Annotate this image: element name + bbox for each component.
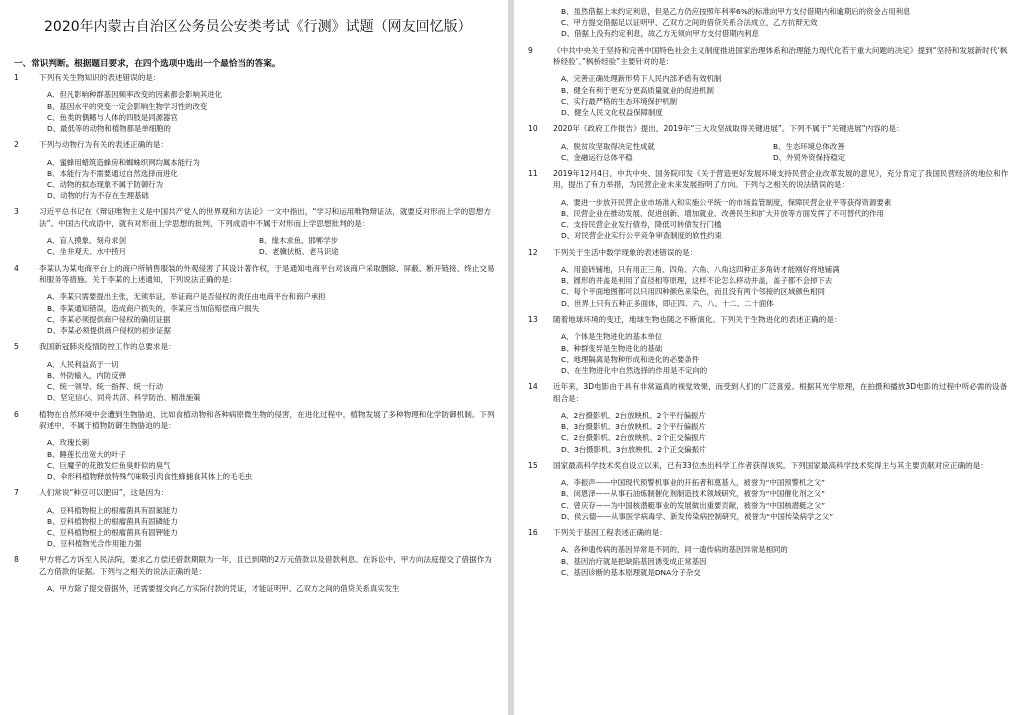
question-number: 1 <box>14 73 19 82</box>
option-item: D、健全人民文化权益保障制度 <box>561 108 663 118</box>
option-item: B、种群变异是生物进化的基础 <box>561 343 663 353</box>
question-stem: 《中共中央关于坚持和完善中国特色社会主义制度推进国家治理体系和治理能力现代化若干重大问题的决定》提到“坚持和发展新时代‘枫桥经验’。”枫桥经验”主要针对的是： <box>553 45 1008 67</box>
option-list <box>561 477 1014 522</box>
option-item: D、豆科植物光合作用能力强 <box>47 539 142 549</box>
question-stem: 下列关于基因工程表述正确的是： <box>553 527 667 537</box>
option-item: D、动物的行为不存在生理基础 <box>47 191 149 201</box>
option-item: D、侯云德——从事医学病毒学、新发传染病控制研究，被誉为“中国传染病学之父” <box>561 511 834 521</box>
question-number: 16 <box>528 527 538 537</box>
option-item: B、闵恩泽——从事石油炼制催化剂制造技术领域研究，被誉为“中国催化剂之父” <box>561 489 826 499</box>
option-list <box>561 141 1014 163</box>
page-right <box>514 0 1024 715</box>
question-number: 14 <box>528 382 538 392</box>
option-list <box>47 157 496 202</box>
option-item: C、每个平面地图都可以只用四种颜色来染色，而且没有两个邻接的区域颜色相同 <box>561 287 825 297</box>
option-item: B、睡莲长出宽大的叶子 <box>47 449 126 459</box>
option-item: B、缘木求鱼、邯郸学步 <box>259 236 338 246</box>
question-item <box>528 168 1014 191</box>
option-item: D、老骥伏枥、老马识途 <box>259 247 339 257</box>
option-item: C、实行最严格的生态环境保护机制 <box>561 96 678 106</box>
question-item <box>14 341 496 352</box>
option-item: C、曾庆存——为中国核潜艇事业的发展做出重要贡献，被誉为“中国核潜艇之父” <box>561 500 826 510</box>
option-item: D、李某必须提供商户侵权的初步证据 <box>47 326 171 336</box>
option-list <box>561 73 1014 118</box>
option-item: A、蜜蜂用蜡筑造蜂房和蜘蛛织网均属本能行为 <box>47 157 200 167</box>
option-list <box>47 89 496 134</box>
option-item: C、基因诊断的基本原理就是DNA分子杂交 <box>561 567 701 577</box>
option-list <box>47 437 496 482</box>
question-stem: 国家最高科学技术奖自设立以来，已有33位杰出科学工作者获得该奖。下列国家最高科学技术奖得主与其主要贡献对应正确的是： <box>553 460 988 470</box>
option-item: A、各种遗传病的基因异常是不同的，同一遗传病的基因异常是相同的 <box>561 545 788 555</box>
option-item: B、基因水平的突变一定会影响生物学习性的改变 <box>47 101 208 111</box>
question-stem: 我国新冠肺炎疫情防控工作的总要求是： <box>39 342 176 352</box>
option-item: A、完善正确处理新形势下人民内部矛盾有效机制 <box>561 74 722 84</box>
question-item <box>528 247 1014 258</box>
question-number: 5 <box>14 342 19 352</box>
question-stem: 近年来，3D电影由于具有非常逼真的视觉效果，而受到人们的广泛喜爱。根据其光学原理，在拍摄和播放3D电影的过程中所必需的设备组合是： <box>553 382 1008 403</box>
option-item: B、3台摄影机、3台放映机、2个平行偏振片 <box>561 422 706 432</box>
option-item: A、但凡影响种群基因频率改变的因素都会影响其进化 <box>47 90 223 100</box>
option-list <box>47 291 496 336</box>
option-item: B、豆科植物根上的根瘤菌具有固磷能力 <box>47 516 178 526</box>
question-number: 7 <box>14 488 19 498</box>
option-item: A、李振声——中国现代预警机事业的开拓者和奠基人，被誉为“中国预警机之父” <box>561 478 825 488</box>
option-list <box>561 331 1014 376</box>
question-number: 15 <box>528 460 538 470</box>
option-item: D、最低等的动物和植物都是单细胞的 <box>47 124 171 134</box>
option-list <box>561 410 1014 455</box>
option-item: B、外防输入，内防反弹 <box>47 370 126 380</box>
page-left <box>0 0 508 715</box>
question-number: 12 <box>528 247 538 257</box>
option-item: C、鱼类的偶鳍与人体的四肢是同源器官 <box>47 112 178 122</box>
option-item: B、李某通知错误，造成商户损失的，李某应当加倍赔偿商户损失 <box>47 303 260 313</box>
option-item: A、玫瑰长刺 <box>47 438 90 448</box>
question-item <box>528 123 1014 134</box>
option-item: C、甲方提交借据足以证明甲、乙双方之间的借贷关系合法成立，乙方抗辩无效 <box>561 18 818 28</box>
question-item <box>14 72 496 83</box>
option-item: A、豆科植物根上的根瘤菌具有固氮能力 <box>47 505 178 515</box>
document-title: 2020年内蒙古自治区公务员公安类考试《行测》试题（网友回忆版） <box>44 19 472 35</box>
question-number: 4 <box>14 263 19 273</box>
option-item: D、坚定信心、同舟共济、科学防治、精准施策 <box>47 393 201 403</box>
option-item: D、伞形科植物释放特殊气味吸引肉食性蜂捕食其体上的毛毛虫 <box>47 471 253 481</box>
option-item: C、李某必须提供商户侵权的确切证据 <box>47 314 171 324</box>
question-number: 9 <box>528 45 533 55</box>
question-number: 6 <box>14 409 19 419</box>
question-item <box>528 45 1014 68</box>
question-item <box>14 487 496 498</box>
option-item: B、民营企业在推动发展、促进创新、增加就业、改善民生和扩大开放等方面发挥了不可替代的作用 <box>561 209 884 219</box>
option-item: D、对民营企业实行公平竞争审查制度的软性约束 <box>561 231 722 241</box>
option-item: C、豆科植物根上的根瘤菌具有固钾能力 <box>47 527 178 537</box>
question-item <box>14 139 496 150</box>
option-list <box>47 235 496 257</box>
question-item <box>528 381 1014 404</box>
option-item: D、借据上没有约定利息，故乙方无须向甲方支付借期内利息 <box>561 29 759 39</box>
option-item: A、2台摄影机、2台放映机、2个平行偏振片 <box>561 410 706 420</box>
option-item: A、盲人摸象、刻舟求剑 <box>47 236 126 246</box>
option-item: A、甲方除了提交借据外，还需要提交向乙方实际付款的凭证，才能证明甲、乙双方之间的借贷关系真实发生 <box>47 584 400 594</box>
question-item <box>528 527 1014 538</box>
question-item <box>14 206 496 229</box>
option-item: C、坐井观天、水中捞月 <box>47 247 127 257</box>
option-item: B、基因治疗就是把缺陷基因诱变成正常基因 <box>561 556 707 566</box>
option-item: C、金融运行总体平稳 <box>561 152 633 162</box>
question-stem: 下列与动物行为有关的表述正确的是： <box>39 140 169 150</box>
question-list-right <box>528 45 1014 578</box>
option-item: D、外贸外资保持稳定 <box>773 152 846 162</box>
option-item: C、统一领导、统一指挥、统一行动 <box>47 382 164 392</box>
option-item: A、李某只需要提出主张，无须举证，举证商户是否侵权的责任由电商平台和商户承担 <box>47 292 326 302</box>
question-stem: 下列关于生活中数学现象的表述错误的是： <box>553 247 698 257</box>
option-item: C、地理隔离是物种形成和进化的必要条件 <box>561 354 700 364</box>
continued-options <box>561 6 1014 40</box>
option-item: A、人民利益高于一切 <box>47 359 119 369</box>
option-item: B、圆形的井盖是利用了直径相等原理，这样不论怎么移动井盖，盖子都不会掉下去 <box>561 276 833 286</box>
option-list <box>47 583 496 594</box>
question-stem: 下列有关生物知识的表述错误的是： <box>39 73 161 82</box>
question-stem: 植物在自然环境中会遭到生物胁迫，比如食植动物和各种病原微生物的侵害，在进化过程中，植物发展了多种物理和化学防御机制。下列叙述中，不属于植物防御生物胁迫的是： <box>39 409 495 430</box>
option-item: C、支持民营企业发行债券，降低可转债发行门槛 <box>561 220 722 230</box>
question-number: 2 <box>14 140 19 150</box>
option-item: D、世界上只有五种正多面体，即正四、六、八、十二、二十面体 <box>561 298 774 308</box>
question-number: 3 <box>14 207 19 217</box>
question-stem: 人们常说“种豆可以肥田”，这是因为： <box>39 488 169 498</box>
question-item <box>14 554 496 577</box>
question-stem: 2020年《政府工作报告》提出，2019年“三大攻坚战取得关键进展”。下列不属于“关键进展”内容的是： <box>553 124 904 134</box>
option-list <box>47 505 496 550</box>
option-item: B、虽然借据上未约定利息，但是乙方仍应按照年利率6%的标准向甲方支付借期内和逾期后的资金占用利息 <box>561 7 911 16</box>
question-item <box>528 314 1014 325</box>
question-item <box>14 409 496 432</box>
option-item: A、要进一步放开民营企业市场准入和实施公平统一的市场监管制度，保障民营企业平等获得资源要素 <box>561 197 892 207</box>
option-item: A、用瓷砖铺地，只有用正三角、四角、六角、八角这四种正多角砖才能刚好将地铺满 <box>561 265 840 275</box>
option-list <box>561 197 1014 242</box>
question-stem: 随着地球环境的变迁，地球生物也随之不断演化。下列关于生物进化的表述正确的是： <box>553 314 842 324</box>
question-list-left <box>14 72 496 594</box>
option-item: A、脱贫攻坚取得决定性成就 <box>561 141 655 151</box>
option-item: D、3台摄影机、3台放映机、2个正交偏振片 <box>561 444 707 454</box>
question-stem: 甲方将乙方诉至人民法院，要求乙方偿还借款期限为一年，且已到期的2万元借款以及借款利息。在诉讼中，甲方向法庭提交了借据作为乙方借款的证据。下列与之相关的说法正确的是： <box>39 555 492 576</box>
option-item: C、2台摄影机、2台放映机、2个正交偏振片 <box>561 433 706 443</box>
question-stem: 2019年12月4日，中共中央、国务院印发《关于营造更好发展环境支持民营企业改革发展的意见》，充分肯定了我国民营经济的地位和作用，提出了有力举措，为民营企业未来发展指明了方向。下列与之相关的说法错误的是： <box>553 169 1009 190</box>
option-item: A、个体是生物进化的基本单位 <box>561 332 663 342</box>
option-item: B、生态环境总体改善 <box>773 141 845 151</box>
option-list <box>47 359 496 404</box>
question-number: 8 <box>14 555 19 565</box>
option-item: B、健全有利于更充分更高质量就业的促进机制 <box>561 85 714 95</box>
option-list <box>561 544 1014 578</box>
section-heading: 一、常识判断。根据题目要求，在四个选项中选出一个最恰当的答案。 <box>14 59 281 69</box>
question-item <box>14 263 496 286</box>
option-list <box>561 264 1014 309</box>
question-number: 13 <box>528 314 538 324</box>
option-item: B、本能行为不需要通过自然选择而进化 <box>47 168 178 178</box>
option-item: D、在生物进化中自然选择的作用是不定向的 <box>561 365 708 375</box>
option-item: C、巨魔芋的花散发烂鱼臭虾似的臭气 <box>47 460 171 470</box>
option-item: C、动物的拟态现象不属于防御行为 <box>47 180 164 190</box>
question-stem: 习近平总书记在《辩证唯物主义是中国共产党人的世界观和方法论》一文中指出，“学习和运用唯物辩证法，就要反对形而上学的思想方法”。中国古代成语中，就有对形而上学思想的批判，下列成语中不属于对形而上学思想批判的是： <box>39 207 491 228</box>
question-item <box>528 460 1014 471</box>
question-number: 10 <box>528 124 538 134</box>
question-number: 11 <box>528 169 538 179</box>
question-stem: 李某认为某电商平台上的商户所销售服装的外观侵害了其设计著作权，于是通知电商平台对该商户采取删除、屏蔽、断开链接、终止交易和服务等措施。关于李某的上述通知，下列说法正确的是： <box>39 263 495 285</box>
